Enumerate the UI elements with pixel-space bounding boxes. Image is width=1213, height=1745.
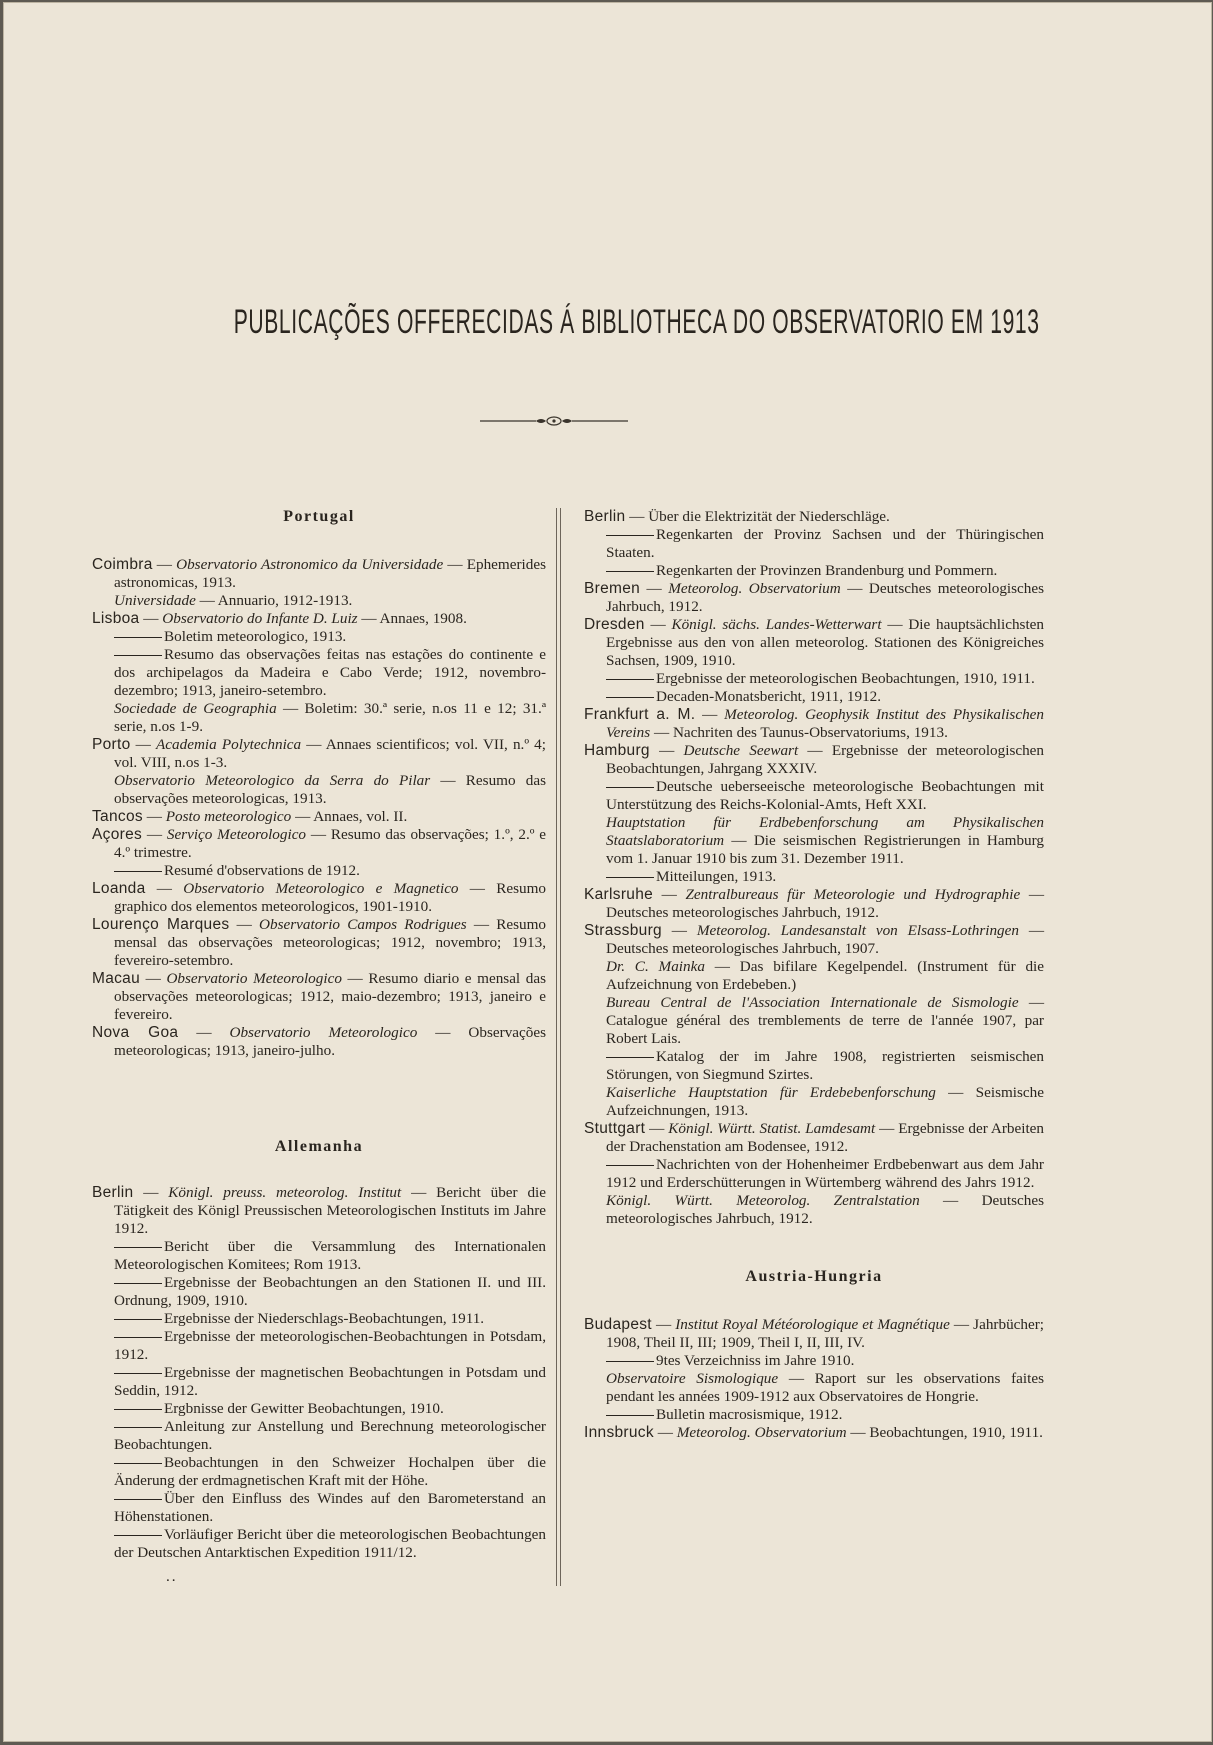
bibliography-entry: Strassburg — Meteorolog. Landesanstalt von Elsass-Lothringen — Deutsches meteorologisches Jahrbuch, 1907. xyxy=(584,922,1045,957)
entry-text: Deutsche ueberseeische meteorologische Beobachtungen mit Unterstützung des Reichs-Kolonial-Amts, Heft XXI. xyxy=(606,778,1044,813)
entry-organization: Meteorolog. Geophysik Institut des Physikalischen Vereins xyxy=(606,706,1044,741)
bibliography-entry xyxy=(92,1400,546,1418)
bibliography-entry: Coimbra — Observatorio Astronomico da Universidade — Ephemerides astronomicas, 1913. xyxy=(92,556,547,591)
entry-text: Beobachtungen in den Schweizer Hochalpen über die Änderung der erdmagnetischen Kraft mit der Höhe. xyxy=(114,1454,546,1489)
bibliography-entry: Hauptstation für Erdbebenforschung am Physikalischen Staatslaboratorium — Die seismischen Registrierungen in Hamburg vom 1. Januar 1910 bis zum 31. Dezember 1911. xyxy=(606,814,1045,867)
ditto-dash xyxy=(114,1283,162,1284)
entry-place: Bremen xyxy=(584,580,641,597)
bibliography-entry xyxy=(92,1364,546,1400)
entry-text: Resumo mensal das observações meteorologicas; 1912, novembro; 1913, fevereiro-setembro. xyxy=(114,916,547,969)
entry-organization: Observatorio Campos Rodrigues xyxy=(259,916,467,933)
entry-text: Bericht über die Tätigkeit des Königl Preussischen Meteorologischen Instituts im Jahre 1912. xyxy=(114,1184,546,1237)
bibliography-entry xyxy=(92,1418,546,1454)
entry-text: Resumo graphico dos elementos meteorologicos, 1901-1910. xyxy=(114,880,547,915)
entry-organization: Meteorolog. Landesanstalt von Elsass-Lothringen xyxy=(696,922,1019,939)
entry-text: Deutsches meteorologisches Jahrbuch, 1912. xyxy=(606,904,879,921)
ditto-dash xyxy=(606,787,654,788)
entry-place: Budapest xyxy=(584,1316,652,1333)
bibliography-entry xyxy=(92,1490,546,1526)
entry-organization: Kaiserliche Hauptstation für Erdebebenforschung xyxy=(606,1084,936,1101)
footer-mark: .. xyxy=(166,1568,178,1585)
entry-text: Deutsches meteorologisches Jahrbuch, 1907. xyxy=(606,940,879,957)
bibliography-entry xyxy=(584,868,1044,886)
ditto-dash xyxy=(606,535,654,536)
entry-organization: Observatorio Meteorologico xyxy=(166,970,342,987)
entry-text: Ergebnisse der Beobachtungen an den Stationen II. und III. Ordnung, 1909, 1910. xyxy=(114,1274,546,1309)
bibliography-entry xyxy=(584,778,1044,814)
bibliography-entry: Nova Goa — Observatorio Meteorologico — Observações meteorologicas; 1913, janeiro-julho. xyxy=(92,1024,547,1059)
entry-text: Annaes scientificos; vol. VII, n.º 4; vol. VIII, n.os 1-3. xyxy=(114,736,546,771)
section-heading-portugal: Portugal xyxy=(283,508,355,525)
ditto-dash xyxy=(114,1247,162,1248)
bibliography-entry xyxy=(92,1274,546,1310)
entry-place: Porto xyxy=(92,736,131,753)
entry-text: Ergebnisse der magnetischen Beobachtungen in Potsdam und Seddin, 1912. xyxy=(114,1364,546,1399)
entry-organization: Deutsche Seewart xyxy=(683,742,799,759)
entry-place: Strassburg xyxy=(584,922,662,939)
entry-organization: Sociedade de Geographia xyxy=(114,700,277,717)
entry-text: Mitteilungen, 1913. xyxy=(656,868,777,885)
entry-text: Das bifilare Kegelpendel. (Instrument für die Aufzeichnung von Erdebeben.) xyxy=(606,958,1045,993)
entry-text: Ergbnisse der Gewitter Beobachtungen, 1910. xyxy=(164,1400,444,1417)
entry-text: Über die Elektrizität der Niederschläge. xyxy=(648,508,890,525)
entry-organization: Institut Royal Météorologique et Magnétique xyxy=(675,1316,950,1333)
entry-place: Loanda xyxy=(92,880,146,897)
entry-text: Ergebnisse der meteorologischen-Beobachtungen in Potsdam, 1912. xyxy=(114,1328,546,1363)
entry-organization: Posto meteorologico xyxy=(165,808,292,825)
entry-text: Katalog der im Jahre 1908, registrierten seismischen Störungen, von Siegmund Szirtes. xyxy=(606,1048,1044,1083)
entry-place: Karlsruhe xyxy=(584,886,654,903)
entry-organization: Königl. Württ. Meteorolog. Zentralstation xyxy=(606,1192,920,1209)
entry-place: Hamburg xyxy=(584,742,650,759)
bibliography-entry xyxy=(92,1310,546,1328)
bibliography-entry: Frankfurt a. M. — Meteorolog. Geophysik Institut des Physikalischen Vereins — Nachriten des Taunus-Observatoriums, 1913. xyxy=(584,706,1044,741)
entry-text: Resumo das observações; 1.º, 2.º e 4.º trimestre. xyxy=(114,826,547,861)
bibliography-entry: Innsbruck — Meteorolog. Observatorium — Beobachtungen, 1910, 1911. xyxy=(584,1424,1043,1441)
entry-text: Bericht über die Versammlung des Internationalen Meteorologischen Komitees; Rom 1913. xyxy=(114,1238,546,1273)
bibliography-entry: Königl. Württ. Meteorolog. Zentralstation — Deutsches meteorologisches Jahrbuch, 1912. xyxy=(606,1192,1044,1227)
entry-organization: Königl. Württ. Statist. Lamdesamt xyxy=(668,1120,876,1137)
ditto-dash xyxy=(114,1535,162,1536)
ditto-dash xyxy=(114,1427,162,1428)
entry-organization: Observatorio Meteorologico e Magnetico xyxy=(183,880,459,897)
entry-text: Boletim meteorologico, 1913. xyxy=(164,628,347,645)
bibliography-entry xyxy=(92,646,546,700)
ditto-dash xyxy=(606,877,654,878)
portugal-list xyxy=(92,556,546,1060)
ditto-dash xyxy=(114,1409,162,1410)
bibliography-entry: Lourenço Marques — Observatorio Campos Rodrigues — Resumo mensal das observações meteorologicas; 1912, novembro; 1913, fevereiro-setembro. xyxy=(92,916,547,969)
entry-organization: Observatorio do Infante D. Luiz xyxy=(162,610,358,627)
entry-text: Resumo das observações feitas nas estações do continente e dos archipelagos da Madeira e Cabo Verde; 1912, novembro-dezembro; 1913, janeiro-setembro. xyxy=(114,646,546,699)
bibliography-entry: Lisboa — Observatorio do Infante D. Luiz — Annaes, 1908. xyxy=(92,610,467,627)
bibliography-entry: Stuttgart — Königl. Württ. Statist. Lamdesamt — Ergebnisse der Arbeiten der Drachenstation am Bodensee, 1912. xyxy=(584,1120,1044,1155)
bibliography-entry: Loanda — Observatorio Meteorologico e Magnetico — Resumo graphico dos elementos meteorologicos, 1901-1910. xyxy=(92,880,547,915)
entry-organization: Meteorolog. Observatorium xyxy=(668,580,841,597)
ditto-dash xyxy=(606,1361,654,1362)
bibliography-entry xyxy=(92,862,546,880)
entry-text: Die hauptsächlichsten Ergebnisse aus den von allen meteorolog. Stationen des Königreiches Sachsen, 1909, 1910. xyxy=(606,616,1045,669)
bibliography-entry xyxy=(92,1526,546,1562)
ornament-divider xyxy=(478,415,630,427)
entry-text: Raport sur les observations faites pendant les années 1909-1912 aux Observatoires de Hongrie. xyxy=(606,1370,1045,1405)
entry-text: Observações meteorologicas; 1913, janeiro-julho. xyxy=(114,1024,547,1059)
bibliography-entry: Observatoire Sismologique — Raport sur les observations faites pendant les années 1909-1912 aux Observatoires de Hongrie. xyxy=(606,1370,1045,1405)
entry-text: Ergebnisse der Arbeiten der Drachenstation am Bodensee, 1912. xyxy=(606,1120,1044,1155)
bibliography-entry: Universidade — Annuario, 1912-1913. xyxy=(114,592,353,609)
bibliography-entry xyxy=(92,1328,546,1364)
entry-text: Annaes, 1908. xyxy=(379,610,467,627)
bibliography-entry: Kaiserliche Hauptstation für Erdebebenforschung — Seismische Aufzeichnungen, 1913. xyxy=(606,1084,1044,1119)
entry-text: Annuario, 1912-1913. xyxy=(217,592,353,609)
entry-organization: Observatorio Astronomico da Universidade xyxy=(176,556,444,573)
ditto-dash xyxy=(606,697,654,698)
ditto-dash xyxy=(114,637,162,638)
entry-organization: Observatorio Meteorologico da Serra do Pilar xyxy=(114,772,431,789)
entry-text: Nachrichten von der Hohenheimer Erdbebenwart aus dem Jahr 1912 und Erderschütterungen in Würtemberg während des Jahrs 1912. xyxy=(606,1156,1044,1191)
entry-place: Tancos xyxy=(92,808,143,825)
ditto-dash xyxy=(114,1373,162,1374)
entry-text: Jahrbücher; 1908, Theil II, III; 1909, Theil I, II, III, IV. xyxy=(606,1316,1045,1351)
bibliography-entry xyxy=(92,1454,546,1490)
ditto-dash xyxy=(606,1165,654,1166)
bibliography-entry: Karlsruhe — Zentralbureaus für Meteorologie und Hydrographie — Deutsches meteorologisches Jahrbuch, 1912. xyxy=(584,886,1045,921)
bibliography-entry xyxy=(584,1156,1044,1192)
entry-text: Deutsches meteorologisches Jahrbuch, 1912. xyxy=(606,580,1045,615)
entry-organization: Dr. C. Mainka xyxy=(606,958,705,975)
entry-text: Ergebnisse der meteorologischen Beobachtungen, 1910, 1911. xyxy=(656,670,1035,687)
entry-organization: Königl. sächs. Landes-Wetterwart xyxy=(671,616,882,633)
page xyxy=(3,2,1212,1742)
ditto-dash xyxy=(114,1499,162,1500)
page-title: PUBLICAÇÕES OFFERECIDAS Á BIBLIOTHECA DO OBSERVATORIO EM 1913 xyxy=(233,303,1040,341)
entry-place: Macau xyxy=(92,970,141,987)
section-heading-allemanha: Allemanha xyxy=(274,1138,364,1155)
entry-organization: Zentralbureaus für Meteorologie und Hydrographie xyxy=(685,886,1021,903)
bibliography-entry xyxy=(584,562,1044,580)
entry-text: 9tes Verzeichniss im Jahre 1910. xyxy=(656,1352,855,1369)
ditto-dash xyxy=(606,571,654,572)
entry-text: Bulletin macrosismique, 1912. xyxy=(656,1406,843,1423)
bibliography-entry xyxy=(92,1238,546,1274)
entry-place: Dresden xyxy=(584,616,645,633)
ditto-dash xyxy=(114,1319,162,1320)
entry-organization: Hauptstation für Erdbebenforschung am Physikalischen Staatslaboratorium xyxy=(606,814,1044,849)
entry-text: Anleitung zur Anstellung und Berechnung meteorologischer Beobachtungen. xyxy=(114,1418,546,1453)
ditto-dash xyxy=(114,1337,162,1338)
entry-organization: Observatoire Sismologique xyxy=(606,1370,779,1387)
bibliography-entry: Hamburg — Deutsche Seewart — Ergebnisse der meteorologischen Beobachtungen, Jahrgang XXXIV. xyxy=(584,742,1045,777)
entry-text: Nachriten des Taunus-Observatoriums, 1913. xyxy=(672,724,948,741)
entry-organization: Serviço Meteorologico xyxy=(166,826,307,843)
ditto-dash xyxy=(606,679,654,680)
bibliography-entry: Berlin — Königl. preuss. meteorolog. Institut — Bericht über die Tätigkeit des Königl Preussischen Meteorologischen Instituts im Jahre 1912. xyxy=(92,1184,546,1237)
bibliography-entry xyxy=(584,670,1044,688)
entry-place: Lourenço Marques xyxy=(92,916,230,933)
left-column xyxy=(92,508,546,1586)
entry-text: Catalogue général des tremblements de terre de l'année 1907, par Robert Lais. xyxy=(606,1012,1044,1047)
bibliography-entry: Macau — Observatorio Meteorologico — Resumo diario e mensal das observações meteorologicas; 1912, maio-dezembro; 1913, janeiro e fevereiro. xyxy=(92,970,547,1023)
entry-organization: Academia Polytechnica xyxy=(156,736,302,753)
bibliography-entry: Tancos — Posto meteorologico — Annaes, vol. II. xyxy=(92,808,408,825)
entry-text: Resumo das observações meteorologicas, 1913. xyxy=(114,772,547,807)
ditto-dash xyxy=(606,1057,654,1058)
bibliography-entry xyxy=(584,1406,1044,1424)
entry-organization: Observatorio Meteorologico xyxy=(229,1024,418,1041)
entry-text: Vorläufiger Bericht über die meteorologischen Beobachtungen der Deutschen Antarktischen Expedition 1911/12. xyxy=(114,1526,546,1561)
entry-place: Frankfurt a. M. xyxy=(584,706,696,723)
bibliography-entry: Porto — Academia Polytechnica — Annaes scientificos; vol. VII, n.º 4; vol. VIII, n.os 1-3. xyxy=(92,736,546,771)
bibliography-entry: Budapest — Institut Royal Météorologique et Magnétique — Jahrbücher; 1908, Theil II, III; 1909, Theil I, II, III, IV. xyxy=(584,1316,1045,1351)
entry-organization: Universidade xyxy=(114,592,196,609)
entry-text: Seismische Aufzeichnungen, 1913. xyxy=(606,1084,1044,1119)
entry-text: Boletim: 30.ª serie, n.os 11 e 12; 31.ª serie, n.os 1-9. xyxy=(114,700,547,735)
entry-organization: Bureau Central de l'Association Internationale de Sismologie xyxy=(606,994,1019,1011)
ditto-dash xyxy=(606,1415,654,1416)
entry-place: Coimbra xyxy=(92,556,153,573)
entry-place: Nova Goa xyxy=(92,1024,179,1041)
allemanha-list xyxy=(92,1184,546,1562)
bibliography-entry xyxy=(584,526,1044,562)
right-column xyxy=(584,508,1044,1442)
entry-place: Lisboa xyxy=(92,610,140,627)
ditto-dash xyxy=(114,655,162,656)
bibliography-entry: Bureau Central de l'Association Internationale de Sismologie — Catalogue général des tremblements de terre de l'année 1907, par Robert Lais. xyxy=(606,994,1045,1047)
entry-place: Berlin xyxy=(584,508,626,525)
entry-text: Annaes, vol. II. xyxy=(313,808,408,825)
entry-text: Die seismischen Registrierungen in Hamburg vom 1. Januar 1910 bis zum 31. Dezember 1911. xyxy=(606,832,1045,867)
column-divider xyxy=(556,508,561,1586)
bibliography-entry: Açores — Serviço Meteorologico — Resumo das observações; 1.º, 2.º e 4.º trimestre. xyxy=(92,826,547,861)
entry-text: Resumo diario e mensal das observações meteorologicas; 1912, maio-dezembro; 1913, janeiro e fevereiro. xyxy=(114,970,547,1023)
entry-place: Açores xyxy=(92,826,143,843)
entry-text: Ergebnisse der meteorologischen Beobachtungen, Jahrgang XXXIV. xyxy=(606,742,1045,777)
entry-text: Deutsches meteorologisches Jahrbuch, 1912. xyxy=(606,1192,1044,1227)
entry-text: Ergebnisse der Niederschlags-Beobachtungen, 1911. xyxy=(164,1310,485,1327)
bibliography-entry xyxy=(584,688,1044,706)
bibliography-entry: Dresden — Königl. sächs. Landes-Wetterwart — Die hauptsächlichsten Ergebnisse aus den von allen meteorolog. Stationen des Königreiches Sachsen, 1909, 1910. xyxy=(584,616,1045,669)
entry-organization: Meteorolog. Observatorium xyxy=(676,1424,847,1441)
entry-text: Resumé d'observations de 1912. xyxy=(164,862,360,879)
entry-text: Über den Einfluss des Windes auf den Barometerstand an Höhenstationen. xyxy=(114,1490,546,1525)
austria-list xyxy=(584,1316,1044,1442)
bibliography-entry: Berlin — Über die Elektrizität der Niederschläge. xyxy=(584,508,890,525)
entry-place: Berlin xyxy=(92,1184,134,1201)
entry-place: Innsbruck xyxy=(584,1424,654,1441)
ditto-dash xyxy=(114,1463,162,1464)
bibliography-entry xyxy=(584,1352,1044,1370)
bibliography-entry: Bremen — Meteorolog. Observatorium — Deutsches meteorologisches Jahrbuch, 1912. xyxy=(584,580,1045,615)
ditto-dash xyxy=(114,871,162,872)
bibliography-entry: Observatorio Meteorologico da Serra do Pilar — Resumo das observações meteorologicas, 1913. xyxy=(114,772,547,807)
entry-text: Ephemerides astronomicas, 1913. xyxy=(114,556,547,591)
entry-text: Regenkarten der Provinzen Brandenburg und Pommern. xyxy=(656,562,998,579)
section-heading-austria: Austria-Hungria xyxy=(745,1268,883,1285)
bibliography-entry: Sociedade de Geographia — Boletim: 30.ª serie, n.os 11 e 12; 31.ª serie, n.os 1-9. xyxy=(114,700,547,735)
entry-organization: Königl. preuss. meteorolog. Institut xyxy=(168,1184,402,1201)
allemanha-continued-list xyxy=(584,508,1044,1228)
bibliography-entry xyxy=(584,1048,1044,1084)
entry-text: Decaden-Monatsbericht, 1911, 1912. xyxy=(656,688,882,705)
entry-text: Regenkarten der Provinz Sachsen und der Thüringischen Staaten. xyxy=(606,526,1044,561)
bibliography-entry xyxy=(92,628,546,646)
entry-text: Beobachtungen, 1910, 1911. xyxy=(869,1424,1043,1441)
entry-place: Stuttgart xyxy=(584,1120,646,1137)
bibliography-entry: Dr. C. Mainka — Das bifilare Kegelpendel. (Instrument für die Aufzeichnung von Erdebeben.) xyxy=(606,958,1045,993)
